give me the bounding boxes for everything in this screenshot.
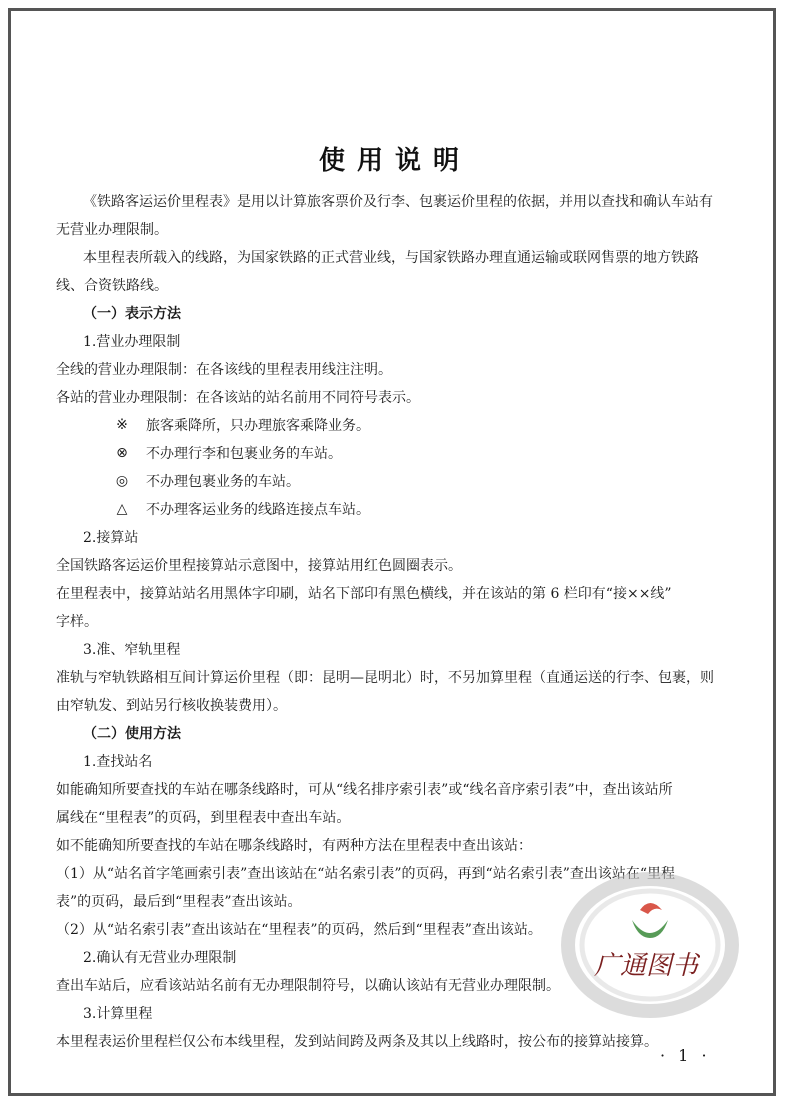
publisher-seal-watermark [560,870,740,1020]
symbol-desc-connection-point: 不办理客运业务的线路连接点车站。 [146,502,370,518]
text-confirm-limits: 查出车站后，应看该站站名前有无办理限制符号，以确认该站有无营业办理限制。 [56,978,560,994]
text-gauge-line1: 准轨与窄轨铁路相互间计算运价里程（即：昆明—昆明北）时，不另加算里程（直通运送的行李、包裹，则 [56,670,714,686]
text-find-method1-line1: （1）从“站名首字笔画索引表”查出该站在“站名索引表”的页码，再到“站名索引表”查出该站在“里程 [56,866,676,882]
text-transfer-table-line2: 字样。 [56,614,98,630]
double-circle-icon: ◎ [115,473,129,489]
subheading-business-limits: 1.营业办理限制 [83,334,181,350]
logo-flame-icon [640,903,662,914]
text-transfer-diagram: 全国铁路客运运价里程接算站示意图中，接算站用红色圆圈表示。 [56,558,462,574]
text-station-limits: 各站的营业办理限制：在各该站的站名前用不同符号表示。 [56,390,420,406]
paragraph-scope-line2: 线、合资铁路线。 [56,278,168,294]
subheading-confirm-limits: 2.确认有无营业办理限制 [83,950,237,966]
text-calc-mileage: 本里程表运价里程栏仅公布本线里程，发到站间跨及两条及其以上线路时，按公布的接算站接算。 [56,1034,658,1050]
symbol-desc-no-parcel: 不办理包裹业务的车站。 [146,474,300,490]
text-find-line2: 属线在“里程表”的页码，到里程表中查出车站。 [56,810,351,826]
text-find-line1: 如能确知所要查找的车站在哪条线路时，可从“线名排序索引表”或“线名音序索引表”中，查出该站所 [56,782,673,798]
text-gauge-line2: 由窄轨发、到站另行核收换装费用）。 [56,698,287,714]
subheading-transfer-station: 2.接算站 [83,530,139,546]
circled-times-icon: ⊗ [116,445,128,461]
triangle-icon: △ [116,501,128,517]
text-line-limits: 全线的营业办理限制：在各该线的里程表用线注注明。 [56,362,392,378]
text-find-method2: （2）从“站名索引表”查出该站在“里程表”的页码，然后到“里程表”查出该站。 [56,922,542,938]
paragraph-scope-line1: 本里程表所载入的线路，为国家铁路的正式营业线，与国家铁路办理直通运输或联网售票的地方铁路 [83,250,699,266]
text-find-line3: 如不能确知所要查找的车站在哪条线路时，有两种方法在里程表中查出该站： [56,838,532,854]
text-transfer-table-line1: 在里程表中，接算站站名用黑体字印刷，站名下部印有黑色横线，并在该站的第 6 栏印有“接××线” [56,586,672,602]
seal-text: 广通图书 [593,951,699,981]
logo-leaf-icon [632,920,668,938]
page-title: 使用说明 [318,146,471,176]
paragraph-intro-line1: 《铁路客运运价里程表》是用以计算旅客票价及行李、包裹运价里程的依据，并用以查找和确认车站有 [83,194,713,210]
section-heading-representation: （一）表示方法 [83,306,181,322]
passenger-stop-icon: ※ [116,417,128,433]
section-heading-usage: （二）使用方法 [83,726,181,742]
page-number: · 1 · [660,1046,711,1065]
subheading-find-station: 1.查找站名 [83,754,153,770]
paragraph-intro-line2: 无营业办理限制。 [56,222,168,238]
subheading-calc-mileage: 3.计算里程 [83,1006,153,1022]
subheading-gauge-mileage: 3.准、窄轨里程 [83,642,181,658]
symbol-desc-no-luggage: 不办理行李和包裹业务的车站。 [146,446,342,462]
symbol-desc-passenger-stop: 旅客乘降所，只办理旅客乘降业务。 [146,418,370,434]
text-find-method1-line2: 表”的页码，最后到“里程表”查出该站。 [56,894,302,910]
